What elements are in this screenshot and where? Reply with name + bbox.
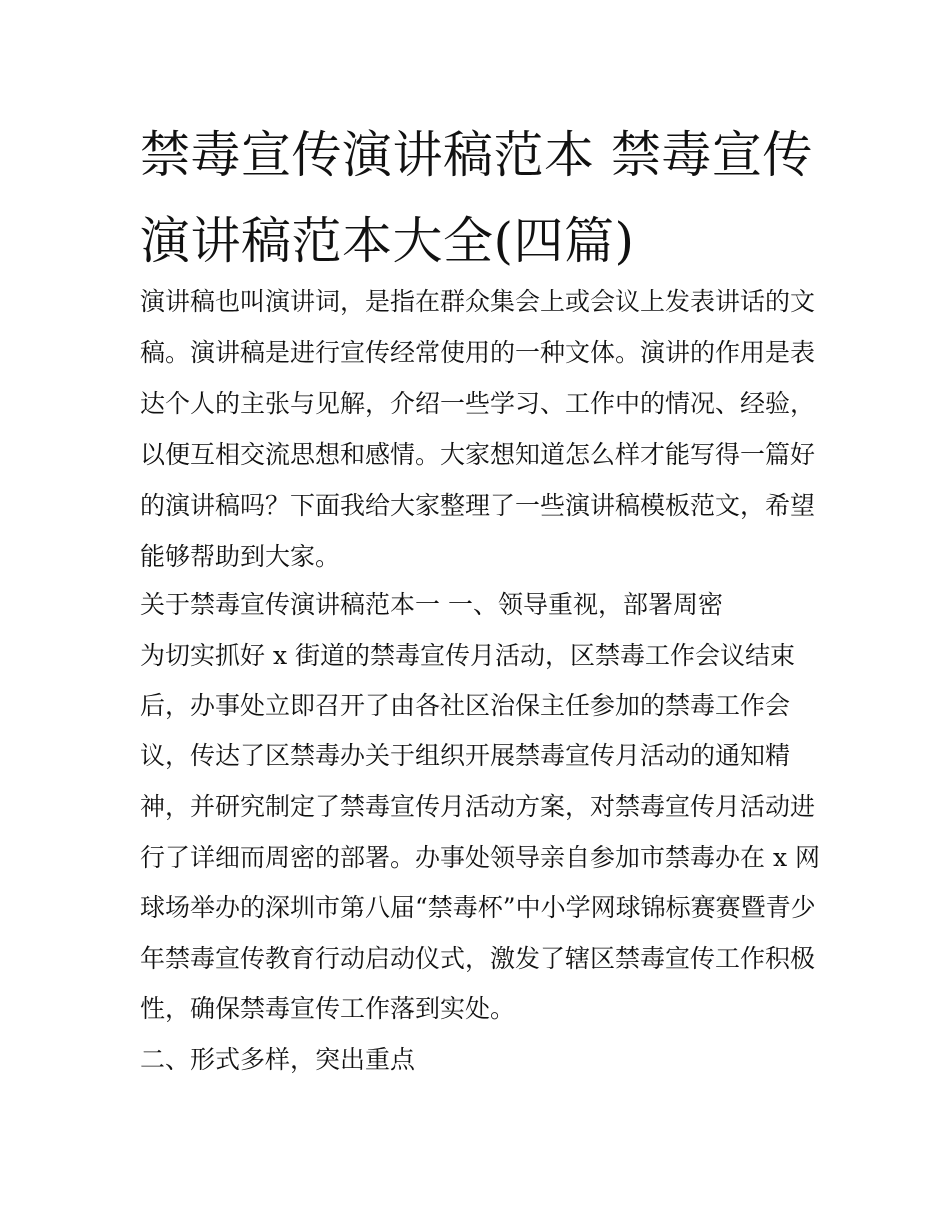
intro-line-1: 演讲稿也叫演讲词，是指在群众集会上或会议上发表讲话的文 (140, 287, 816, 316)
intro-line-4: 以便互相交流思想和感情。大家想知道怎么样才能写得一篇好 (140, 440, 816, 469)
title-line-1: 禁毒宣传演讲稿范本 禁毒宣传 (140, 126, 813, 184)
section-one-line-8: 性，确保禁毒宣传工作落到实处。 (140, 994, 516, 1023)
section-one-line-4: 神，并研究制定了禁毒宣传月活动方案，对禁毒宣传月活动进 (140, 792, 816, 821)
intro-line-3: 达个人的主张与见解，介绍一些学习、工作中的情况、经验， (140, 389, 816, 418)
section-one-line-1: 为切实抓好 x 街道的禁毒宣传月活动，区禁毒工作会议结束 (140, 641, 795, 670)
section-two-heading: 二、形式多样，突出重点 (140, 1045, 416, 1074)
section-one-line-5: 行了详细而周密的部署。办事处领导亲自参加市禁毒办在 x 网 (140, 843, 820, 872)
intro-line-2: 稿。演讲稿是进行宣传经常使用的一种文体。演讲的作用是表 (140, 338, 816, 367)
section-one-line-7: 年禁毒宣传教育行动启动仪式，激发了辖区禁毒宣传工作积极 (140, 944, 816, 973)
intro-line-6: 能够帮助到大家。 (140, 542, 341, 571)
section-one-line-3: 议，传达了区禁毒办关于组织开展禁毒宣传月活动的通知精 (140, 741, 791, 770)
section-one-heading: 关于禁毒宣传演讲稿范本一 一、领导重视，部署周密 (140, 590, 723, 619)
title-line-2: 演讲稿范本大全(四篇) (140, 212, 635, 270)
section-one-line-6: 球场举办的深圳市第八届“禁毒杯”中小学网球锦标赛赛暨青少 (140, 893, 816, 922)
intro-line-5: 的演讲稿吗？下面我给大家整理了一些演讲稿模板范文，希望 (140, 491, 816, 520)
section-one-line-2: 后，办事处立即召开了由各社区治保主任参加的禁毒工作会 (140, 691, 791, 720)
document-title (140, 112, 820, 284)
